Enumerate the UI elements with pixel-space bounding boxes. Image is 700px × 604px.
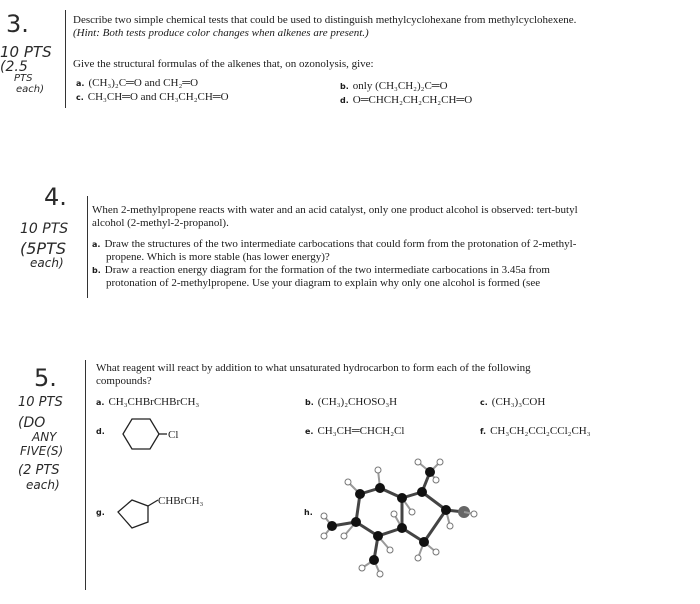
q3-option-a: a. (CH₃)₂C═O and CH₂═O: [76, 77, 199, 89]
q4-points-note: 10 PTS (5PTS each): [20, 221, 69, 270]
model-h-bonds: [324, 462, 450, 574]
q3-prompt-line1: Describe two simple chemical tests that could be used to distinguish methylcyclohexane from methylcyclohexene.: [73, 14, 577, 26]
q4-part-a: a. Draw the structures of the two intermediate carbocations that could form from the protonation of 2-methyl- propene. Which is more stable (has lower energy)?: [92, 238, 577, 263]
q3-prompt: [73, 14, 693, 40]
cyclohexane-ring: [123, 419, 159, 449]
q5-option-a: a. CH₃CHBrCHBrCH₃: [96, 396, 200, 408]
q3-option-b: b. only (CH₃CH₂)₂C═O: [340, 80, 448, 92]
q3-option-c: c. CH₃CH═O and CH₃CH₂CH═O: [76, 91, 229, 103]
q5-option-g-label: g.: [96, 508, 105, 517]
q5-option-h-ball-stick-model: [318, 452, 478, 582]
q5-margin-line: [85, 360, 86, 590]
q4-part-b: b. Draw a reaction energy diagram for the formation of the two intermediate carbocations in 3.45a from protonation of 2-methylpropene. Use your diagram to explain why only one alcohol is formed (see: [92, 264, 550, 289]
cyclopentane-ring: [118, 500, 148, 528]
q3-margin-line: [65, 10, 66, 108]
model-oh-hydrogen: [471, 511, 477, 517]
q3-number: 3.: [6, 10, 29, 38]
q3-option-d: d. O═CHCH₂CH₂CH₂CH═O: [340, 94, 473, 106]
q5-option-f: f. CH₃CH₂CCl₂CCl₂CH₃: [480, 425, 591, 437]
q5-option-c: c. (CH₃)₃COH: [480, 396, 546, 408]
q4-prompt: When 2-methylpropene reacts with water and an acid catalyst, only one product alcohol is observed: tert-butyl alcohol (2-methyl-2-propanol).: [92, 204, 578, 229]
q5-option-d-label: d.: [96, 427, 105, 436]
q5-option-g-structure: [110, 490, 220, 535]
q5-points-note: 10 PTS (DO ANY FIVE(S) (2 PTS each): [18, 395, 64, 492]
q3-points-note: 10 PTS (2.5 PTS each): [0, 43, 52, 95]
q5-option-e: e. CH₃CH═CHCH₂Cl: [305, 425, 405, 437]
q3-sub-prompt: Give the structural formulas of the alkenes that, on ozonolysis, give:: [73, 58, 374, 70]
chbrch3-substituent: CHBrCH₃: [158, 495, 204, 507]
q5-prompt: What reagent will react by addition to what unsaturated hydrocarbon to form each of the following compounds?: [96, 362, 531, 387]
q5-number: 5.: [34, 364, 57, 392]
q5-option-h-label: h.: [304, 508, 313, 517]
cl-substituent: Cl: [168, 429, 179, 441]
q5-option-b: b. (CH₃)₂CHOSO₃H: [305, 396, 398, 408]
side-chain-bond: [148, 500, 158, 506]
q4-number: 4.: [44, 183, 67, 211]
q4-margin-line: [87, 196, 88, 298]
q5-option-d-structure: [108, 414, 188, 454]
q3-prompt-hint: (Hint: Both tests produce color changes when alkenes are present.): [73, 27, 369, 39]
